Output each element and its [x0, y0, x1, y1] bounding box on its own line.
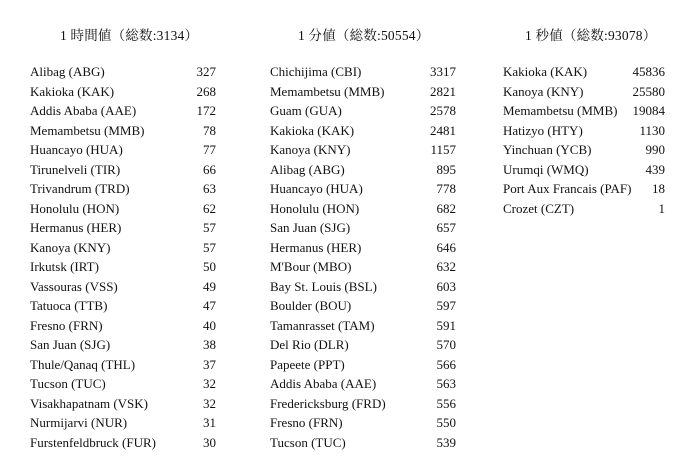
- station-name: Alibag (ABG): [30, 64, 105, 79]
- station-count: 63: [203, 181, 216, 196]
- station-name: Kakioka (KAK): [30, 83, 115, 99]
- station-count: 439: [645, 161, 665, 177]
- station-row: [270, 179, 456, 199]
- minute-values-header: 1 分値（総数:50554）: [298, 28, 430, 43]
- station-name: Trivandrum (TRD): [30, 181, 130, 196]
- station-name: M'Bour (MBO): [270, 259, 352, 274]
- station-count: 2821: [430, 83, 456, 99]
- station-count: 50: [203, 259, 216, 274]
- station-row: [270, 277, 456, 297]
- station-count: 550: [436, 415, 456, 430]
- station-row: [30, 277, 216, 297]
- station-name: San Juan (SJG): [270, 220, 351, 235]
- station-row: [270, 238, 456, 258]
- station-count: 172: [196, 103, 216, 118]
- station-name: Memambetsu (MMB): [30, 122, 145, 138]
- station-row: [270, 218, 456, 238]
- station-name: Huancayo (HUA): [30, 142, 123, 157]
- station-name: Addis Ababa (AAE): [270, 376, 377, 391]
- station-name: Crozet (CZT): [503, 200, 575, 216]
- station-row: [270, 335, 456, 355]
- station-row: [270, 160, 456, 180]
- station-count: 1157: [430, 142, 456, 157]
- station-name: Urumqi (WMQ): [503, 161, 589, 177]
- station-name: Kakioka (KAK): [270, 122, 355, 138]
- station-row: [30, 199, 216, 219]
- station-count: 57: [203, 239, 216, 255]
- station-row: [30, 257, 216, 277]
- station-row: [270, 374, 456, 394]
- station-name: Hermanus (HER): [270, 239, 362, 255]
- station-name: Tamanrasset (TAM): [270, 317, 375, 333]
- second-values-header: 1 秒値（総数:93078）: [525, 28, 657, 43]
- station-row: [270, 433, 456, 453]
- station-name: Vassouras (VSS): [30, 278, 118, 294]
- station-count: 556: [436, 395, 456, 411]
- station-count: 3317: [430, 64, 456, 79]
- station-name: Kanoya (KNY): [503, 83, 584, 99]
- station-name: Furstenfeldbruck (FUR): [30, 434, 157, 450]
- station-row: [30, 394, 216, 414]
- station-row: [30, 218, 216, 238]
- station-name: Yinchuan (YCB): [503, 142, 592, 157]
- station-name: Del Rio (DLR): [270, 337, 349, 352]
- station-name: Bay St. Louis (BSL): [270, 278, 377, 294]
- station-count: 30: [203, 434, 216, 450]
- hourly-values-list: [30, 62, 216, 452]
- station-row: [30, 335, 216, 355]
- station-row: [30, 238, 216, 258]
- station-count: 66: [203, 161, 216, 177]
- station-row: [30, 121, 216, 141]
- station-row: [30, 316, 216, 336]
- station-name: San Juan (SJG): [30, 337, 111, 352]
- station-name: Fresno (FRN): [30, 317, 103, 333]
- station-name: Tucson (TUC): [270, 434, 346, 450]
- station-name: Boulder (BOU): [270, 298, 352, 313]
- station-row: [30, 101, 216, 121]
- station-count: 539: [436, 434, 456, 450]
- station-row: [30, 296, 216, 316]
- station-row: [503, 160, 665, 180]
- station-row: [503, 199, 665, 219]
- station-count: 591: [436, 317, 456, 333]
- station-count: 45836: [632, 64, 665, 79]
- station-row: [503, 101, 665, 121]
- station-row: [30, 433, 216, 453]
- station-name: Tucson (TUC): [30, 376, 106, 391]
- station-row: [30, 160, 216, 180]
- station-count: 62: [203, 200, 216, 216]
- station-count: 77: [203, 142, 216, 157]
- station-count: 990: [645, 142, 665, 157]
- station-count: 327: [196, 64, 216, 79]
- station-name: Kanoya (KNY): [270, 142, 351, 157]
- station-name: Visakhapatnam (VSK): [30, 395, 148, 411]
- station-count: 895: [436, 161, 456, 177]
- station-count: 2481: [430, 122, 456, 138]
- station-count: 57: [203, 220, 216, 235]
- station-count: 31: [203, 415, 216, 430]
- station-row: [270, 257, 456, 277]
- station-count: 47: [203, 298, 216, 313]
- station-name: Kakioka (KAK): [503, 64, 588, 79]
- station-name: Tatuoca (TTB): [30, 298, 108, 313]
- station-row: [270, 82, 456, 102]
- second-values-list: [503, 62, 665, 218]
- station-row: [503, 179, 665, 199]
- station-count: 268: [196, 83, 216, 99]
- station-name: Tirunelveli (TIR): [30, 161, 121, 177]
- station-name: Thule/Qanaq (THL): [30, 356, 136, 372]
- station-row: [503, 140, 665, 160]
- minute-values-list: [270, 62, 456, 452]
- station-row: [270, 296, 456, 316]
- station-count: 563: [436, 376, 456, 391]
- station-name: Guam (GUA): [270, 103, 342, 118]
- station-count: 18: [652, 181, 665, 196]
- station-count: 657: [436, 220, 456, 235]
- station-count: 37: [203, 356, 216, 372]
- station-count: 25580: [632, 83, 665, 99]
- station-name: Nurmijarvi (NUR): [30, 415, 128, 430]
- station-name: Irkutsk (IRT): [30, 259, 99, 274]
- station-name: Port Aux Francais (PAF): [503, 181, 632, 196]
- station-row: [270, 199, 456, 219]
- station-count: 32: [203, 395, 216, 411]
- station-count: 38: [203, 337, 216, 352]
- station-count: 597: [436, 298, 456, 313]
- station-row: [30, 140, 216, 160]
- station-name: Kanoya (KNY): [30, 239, 111, 255]
- station-name: Honolulu (HON): [30, 200, 120, 216]
- station-count: 566: [436, 356, 456, 372]
- station-row: [503, 62, 665, 82]
- station-name: Hatizyo (HTY): [503, 122, 583, 138]
- hourly-values-header: 1 時間値（総数:3134）: [60, 28, 199, 43]
- station-name: Papeete (PPT): [270, 356, 345, 372]
- station-name: Huancayo (HUA): [270, 181, 363, 196]
- station-count: 19084: [632, 103, 665, 118]
- station-name: Memambetsu (MMB): [270, 83, 385, 99]
- station-count: 603: [436, 278, 456, 294]
- station-name: Hermanus (HER): [30, 220, 122, 235]
- station-name: Fredericksburg (FRD): [270, 395, 386, 411]
- station-name: Fresno (FRN): [270, 415, 343, 430]
- station-row: [270, 394, 456, 414]
- station-row: [270, 101, 456, 121]
- station-row: [30, 179, 216, 199]
- station-row: [30, 62, 216, 82]
- station-count: 632: [436, 259, 456, 274]
- station-count: 40: [203, 317, 216, 333]
- station-count: 778: [436, 181, 456, 196]
- station-name: Memambetsu (MMB): [503, 103, 618, 118]
- station-count: 32: [203, 376, 216, 391]
- station-row: [270, 413, 456, 433]
- station-count: 570: [436, 337, 456, 352]
- station-row: [30, 355, 216, 375]
- station-count: 682: [436, 200, 456, 216]
- station-row: [503, 82, 665, 102]
- station-row: [30, 413, 216, 433]
- station-count: 2578: [430, 103, 456, 118]
- station-count: 1130: [639, 122, 665, 138]
- station-row: [270, 355, 456, 375]
- station-row: [30, 374, 216, 394]
- station-row: [30, 82, 216, 102]
- station-count: 646: [436, 239, 456, 255]
- station-name: Alibag (ABG): [270, 161, 345, 177]
- station-row: [270, 121, 456, 141]
- station-count: 1: [658, 200, 665, 216]
- station-row: [270, 62, 456, 82]
- station-name: Honolulu (HON): [270, 200, 360, 216]
- station-name: Addis Ababa (AAE): [30, 103, 137, 118]
- station-name: Chichijima (CBI): [270, 64, 362, 79]
- station-row: [270, 140, 456, 160]
- station-row: [270, 316, 456, 336]
- station-row: [503, 121, 665, 141]
- station-count: 78: [203, 122, 216, 138]
- station-count: 49: [203, 278, 216, 294]
